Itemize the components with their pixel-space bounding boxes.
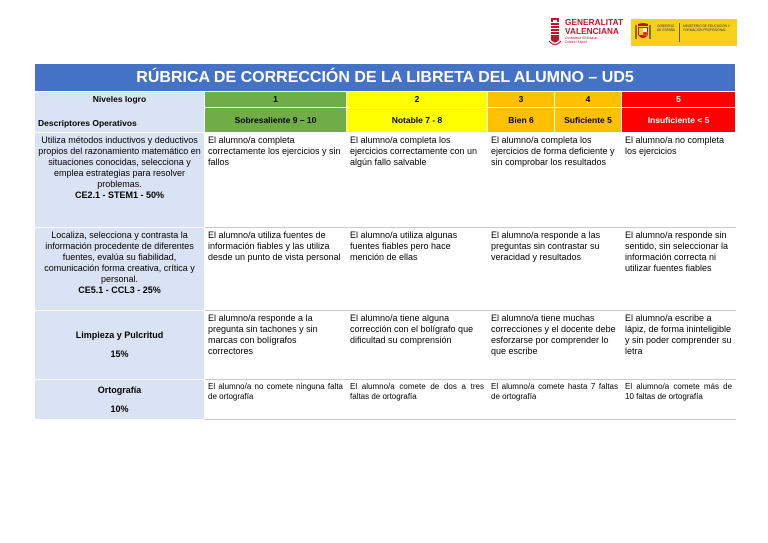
rubric-cell: El alumno/a utiliza algunas fuentes fiables pero hace mención de ellas bbox=[347, 228, 488, 311]
level-number-3: 3 bbox=[488, 92, 555, 108]
rubric-cell: El alumno/a responde a la pregunta sin tachones y sin marcas con bolígrafos correctores bbox=[205, 311, 347, 380]
descriptor-code: CE5.1 - CCL3 - 25% bbox=[78, 285, 161, 295]
header-descriptor-cell bbox=[35, 92, 205, 133]
rubric-title: RÚBRICA DE CORRECCIÓN DE LA LIBRETA DEL ALUMNO – UD5 bbox=[35, 64, 736, 92]
gobierno-label: GOBIERNO DE ESPAÑA bbox=[657, 24, 676, 32]
level-name-notable: Notable 7 - 8 bbox=[347, 108, 488, 133]
rubric-cell: El alumno/a completa los ejercicios de forma deficiente y sin comprobar los resultados bbox=[488, 133, 622, 228]
gobierno-espana-logo bbox=[631, 19, 737, 46]
rubric-cell: El alumno/a no comete ninguna falta de ortografía bbox=[205, 380, 347, 420]
level-name-bien: Bien 6 bbox=[488, 108, 555, 133]
rubric-table bbox=[34, 63, 736, 420]
row-descriptor bbox=[35, 380, 205, 420]
descriptor-text: Localiza, selecciona y contrasta la información procedente de diferentes fuentes, evalúa su fiabilidad, comunicación forma creativa, crítica y personal. bbox=[44, 230, 195, 284]
table-row bbox=[35, 380, 736, 420]
gva-name-line2: VALENCIANA bbox=[565, 27, 620, 36]
rubric-cell: El alumno/a escribe a lápiz, de forma ininteligible y sin poder comprender su letra bbox=[622, 311, 736, 380]
table-row bbox=[35, 133, 736, 228]
row-descriptor bbox=[35, 133, 205, 228]
descriptores-operativos-label: Descriptores Operativos bbox=[38, 118, 137, 128]
rubric-cell: El alumno/a tiene alguna corrección con el bolígrafo que dificultad su comprensión bbox=[347, 311, 488, 380]
level-name-insuficiente: Insuficiente < 5 bbox=[622, 108, 736, 133]
rubric-cell: El alumno/a completa los ejercicios correctamente con un algún fallo salvable bbox=[347, 133, 488, 228]
table-row bbox=[35, 228, 736, 311]
rubric-cell: El alumno/a utiliza fuentes de información fiables y las utiliza desde un punto de vista personal bbox=[205, 228, 347, 311]
descriptor-text: Utiliza métodos inductivos y deductivos propios del razonamiento matemático en situaciones conocidas, selecciona y emplea estrategias para resolver problemas. bbox=[38, 135, 201, 189]
level-name-sobresaliente: Sobresaliente 9 – 10 bbox=[205, 108, 347, 133]
rubric-cell: El alumno/a no completa los ejercicios bbox=[622, 133, 736, 228]
gva-subtitle: Conselleria d'Educació, Cultura i Esport bbox=[565, 36, 599, 44]
rubric-cell: El alumno/a responde sin sentido, sin seleccionar la información correcta ni utilizar fuentes fiables bbox=[622, 228, 736, 311]
rubric-cell: El alumno/a tiene muchas correcciones y el docente debe esforzarse por comprender lo que escribe bbox=[488, 311, 622, 380]
level-number-1: 1 bbox=[205, 92, 347, 108]
descriptor-text: Ortografía bbox=[97, 384, 142, 395]
row-descriptor bbox=[35, 311, 205, 380]
generalitat-valenciana-logo bbox=[548, 17, 626, 49]
rubric-cell: El alumno/a comete más de 10 faltas de ortografía bbox=[622, 380, 736, 420]
rubric-cell: El alumno/a completa correctamente los ejercicios y sin fallos bbox=[205, 133, 347, 228]
gva-name-line1: GENERALITAT bbox=[565, 18, 624, 27]
spain-shield-icon bbox=[634, 22, 652, 43]
descriptor-weight: 10% bbox=[110, 403, 129, 414]
descriptor-text: Limpieza y Pulcritud bbox=[75, 330, 164, 340]
rubric-cell: El alumno/a comete hasta 7 faltas de ortografía bbox=[488, 380, 622, 420]
descriptor-weight: 15% bbox=[110, 349, 129, 359]
level-number-2: 2 bbox=[347, 92, 488, 108]
niveles-logro-label: Niveles logro bbox=[92, 94, 147, 104]
level-number-5: 5 bbox=[622, 92, 736, 108]
level-name-suficiente: Suficiente 5 bbox=[555, 108, 622, 133]
level-number-4: 4 bbox=[555, 92, 622, 108]
table-row bbox=[35, 311, 736, 380]
descriptor-code: CE2.1 - STEM1 - 50% bbox=[74, 190, 165, 200]
ministerio-label: MINISTERIO DE EDUCACIÓN Y FORMACIÓN PROFESIONAL bbox=[683, 24, 730, 32]
gva-emblem-icon bbox=[548, 17, 562, 47]
row-descriptor bbox=[35, 228, 205, 311]
rubric-cell: El alumno/a comete de dos a tres faltas de ortografía bbox=[347, 380, 488, 420]
rubric-cell: El alumno/a responde a las preguntas sin contrastar su veracidad y resultados bbox=[488, 228, 622, 311]
logo-divider bbox=[679, 23, 680, 42]
